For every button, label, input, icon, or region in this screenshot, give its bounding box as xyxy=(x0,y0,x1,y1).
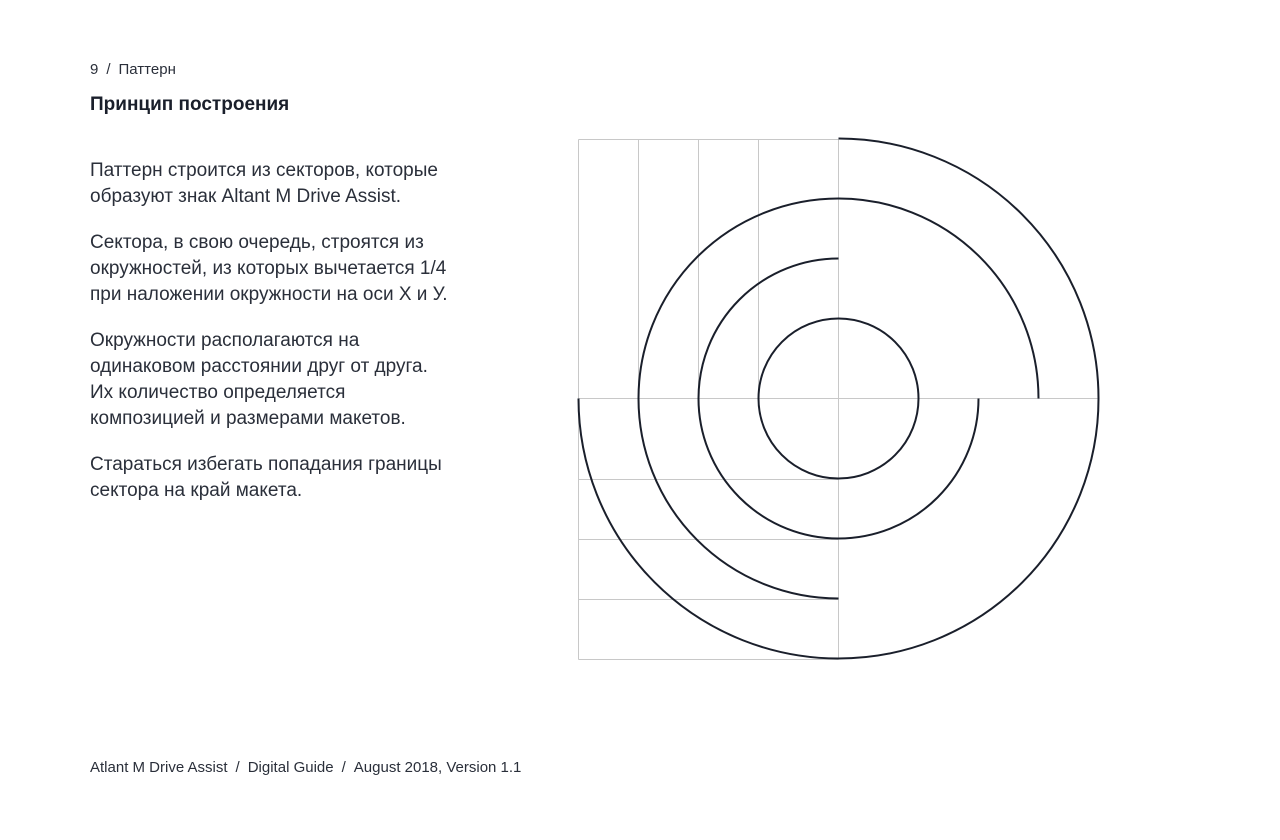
paragraph-edge: Стараться избегать попадания границы сектора на край макета. xyxy=(90,454,442,501)
breadcrumb-separator: / xyxy=(106,61,111,78)
footer-version: August 2018, Version 1.1 xyxy=(353,759,522,776)
body-text xyxy=(90,158,450,524)
footer xyxy=(90,759,521,776)
page-number: 9 xyxy=(90,61,99,78)
construction-grid xyxy=(579,140,1099,660)
paragraph-sectors: Паттерн строится из секторов, которые образуют знак Altant M Drive Assist. xyxy=(90,160,438,207)
footer-brand: Atlant M Drive Assist xyxy=(90,759,228,776)
pattern-construction-diagram xyxy=(570,130,1110,670)
breadcrumb-section: Паттерн xyxy=(118,61,176,78)
paragraph-circles: Сектора, в свою очередь, строятся из окружностей, из которых вычетается 1/4 при наложении окружности на оси X и У. xyxy=(90,232,448,305)
footer-separator: / xyxy=(235,759,240,776)
footer-doc: Digital Guide xyxy=(247,759,334,776)
paragraph-spacing: Окружности располагаются на одинаковом расстоянии друг от друга. Их количество определяется композицией и размерами макетов. xyxy=(90,330,428,429)
page-title: Принцип построения xyxy=(90,94,290,115)
footer-separator: / xyxy=(341,759,346,776)
breadcrumb xyxy=(90,61,176,78)
